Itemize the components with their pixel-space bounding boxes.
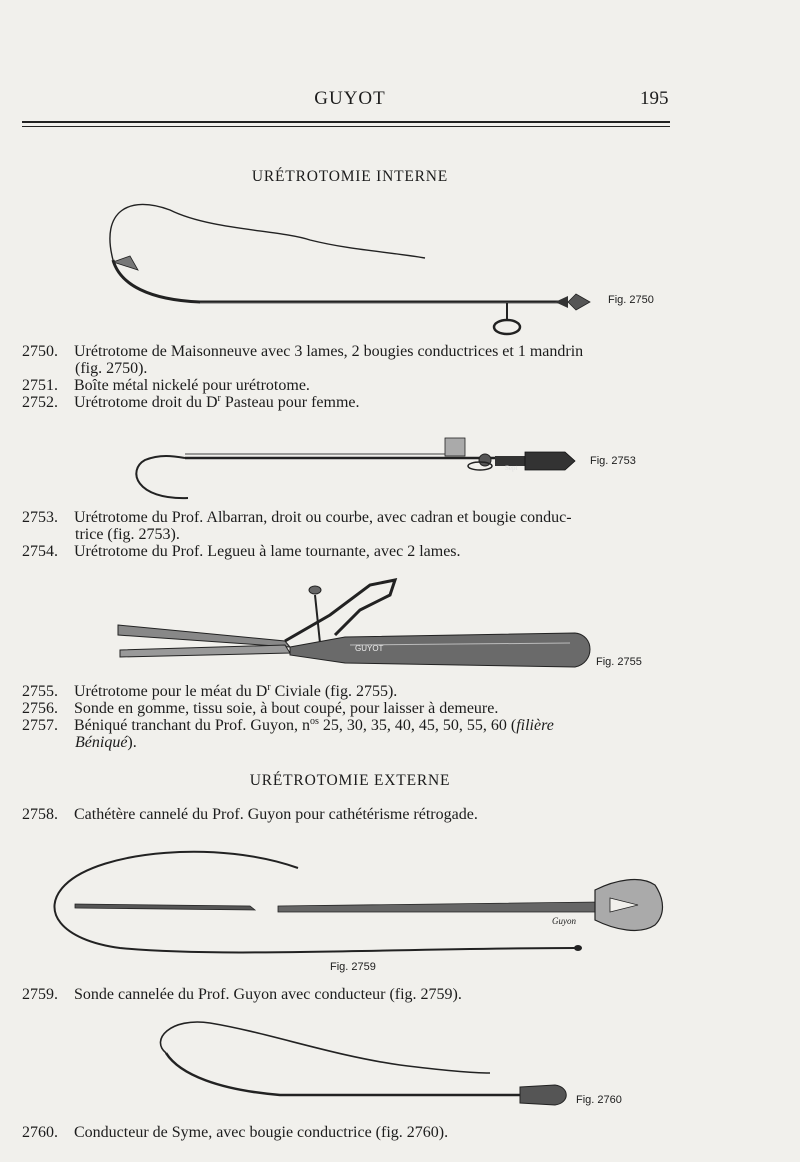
figure-2759-illustration bbox=[40, 840, 670, 970]
figure-2759-caption: Fig. 2759 bbox=[330, 961, 376, 973]
entry-text-italic: filière bbox=[516, 717, 554, 734]
entry-2750 bbox=[22, 343, 692, 377]
entry-2755 bbox=[22, 683, 692, 700]
entry-number: 2750. bbox=[22, 343, 58, 360]
figure-2753-caption: Fig. 2753 bbox=[590, 455, 636, 467]
entry-text: Urétrotome du Prof. Legueu à lame tournante, avec 2 lames. bbox=[74, 543, 461, 560]
entry-number: 2755. bbox=[22, 683, 58, 700]
entry-number: 2752. bbox=[22, 394, 58, 411]
entry-2757 bbox=[22, 717, 692, 751]
entry-text: Conducteur de Syme, avec bougie conductrice (fig. 2760). bbox=[74, 1124, 449, 1141]
figure-2755-illustration bbox=[110, 575, 600, 675]
entry-number: 2753. bbox=[22, 509, 58, 526]
entry-text: Boîte métal nickelé pour urétrotome. bbox=[74, 377, 310, 394]
figure-2753-illustration bbox=[125, 430, 585, 505]
entry-number: 2756. bbox=[22, 700, 58, 717]
figure-2753-engraving: Sept bbox=[505, 464, 518, 472]
entry-2756 bbox=[22, 700, 692, 717]
entry-2753 bbox=[22, 509, 692, 543]
entry-text: Béniqué tranchant du Prof. Guyon, n bbox=[74, 717, 310, 734]
entry-text-end: Pasteau pour femme. bbox=[220, 394, 360, 411]
entry-text: Sonde en gomme, tissu soie, à bout coupé, pour laisser à demeure. bbox=[74, 700, 499, 717]
figure-2755-engraving: GUYOT bbox=[355, 644, 384, 653]
figure-2760-caption: Fig. 2760 bbox=[576, 1094, 622, 1106]
entry-text-continued: trice (fig. 2753). bbox=[75, 526, 180, 543]
entry-number: 2757. bbox=[22, 717, 58, 734]
entry-text-continued: (fig. 2750). bbox=[75, 360, 148, 377]
entry-text: Sonde cannelée du Prof. Guyon avec conducteur (fig. 2759). bbox=[74, 986, 462, 1003]
entry-text: Urétrotome droit du D bbox=[74, 394, 218, 411]
entry-number: 2751. bbox=[22, 377, 58, 394]
entry-text-mid: 25, 30, 35, 40, 45, 50, 55, 60 ( bbox=[318, 717, 517, 734]
entry-2759 bbox=[22, 986, 692, 1003]
figure-2750-illustration bbox=[90, 190, 650, 340]
entry-text: Urétrotome de Maisonneuve avec 3 lames, 2 bougies conductrices et 1 mandrin bbox=[74, 343, 584, 360]
entry-text-end: ). bbox=[127, 734, 137, 751]
entry-text: Cathétère cannelé du Prof. Guyon pour cathétérisme rétrogade. bbox=[74, 806, 478, 823]
entry-number: 2758. bbox=[22, 806, 58, 823]
figure-2750-caption: Fig. 2750 bbox=[608, 294, 654, 306]
entry-2758 bbox=[22, 806, 692, 823]
superscript: r bbox=[217, 393, 221, 404]
entry-text-italic-continued: Béniqué bbox=[75, 734, 128, 751]
entry-text: Urétrotome du Prof. Albarran, droit ou courbe, avec cadran et bougie conduc- bbox=[74, 509, 572, 526]
entry-2751 bbox=[22, 377, 692, 394]
figure-2760-illustration bbox=[150, 1015, 580, 1115]
superscript: os bbox=[309, 716, 319, 727]
header-rule bbox=[22, 121, 670, 123]
figure-2759-signature: Guyon bbox=[552, 916, 576, 926]
section-title-external: URÉTROTOMIE EXTERNE bbox=[249, 772, 451, 789]
entry-2760 bbox=[22, 1124, 692, 1141]
running-header-title: GUYOT bbox=[314, 88, 386, 109]
entry-number: 2754. bbox=[22, 543, 58, 560]
entry-number: 2760. bbox=[22, 1124, 58, 1141]
entry-2752 bbox=[22, 394, 692, 411]
header-rule-thin bbox=[22, 126, 670, 127]
superscript: r bbox=[267, 682, 271, 693]
page-number: 195 bbox=[640, 88, 669, 109]
section-title-internal: URÉTROTOMIE INTERNE bbox=[251, 168, 449, 185]
entry-2754 bbox=[22, 543, 692, 560]
entry-text: Urétrotome pour le méat du D bbox=[74, 683, 268, 700]
entry-number: 2759. bbox=[22, 986, 58, 1003]
figure-2755-caption: Fig. 2755 bbox=[596, 656, 642, 668]
entry-text-end: Civiale (fig. 2755). bbox=[270, 683, 398, 700]
